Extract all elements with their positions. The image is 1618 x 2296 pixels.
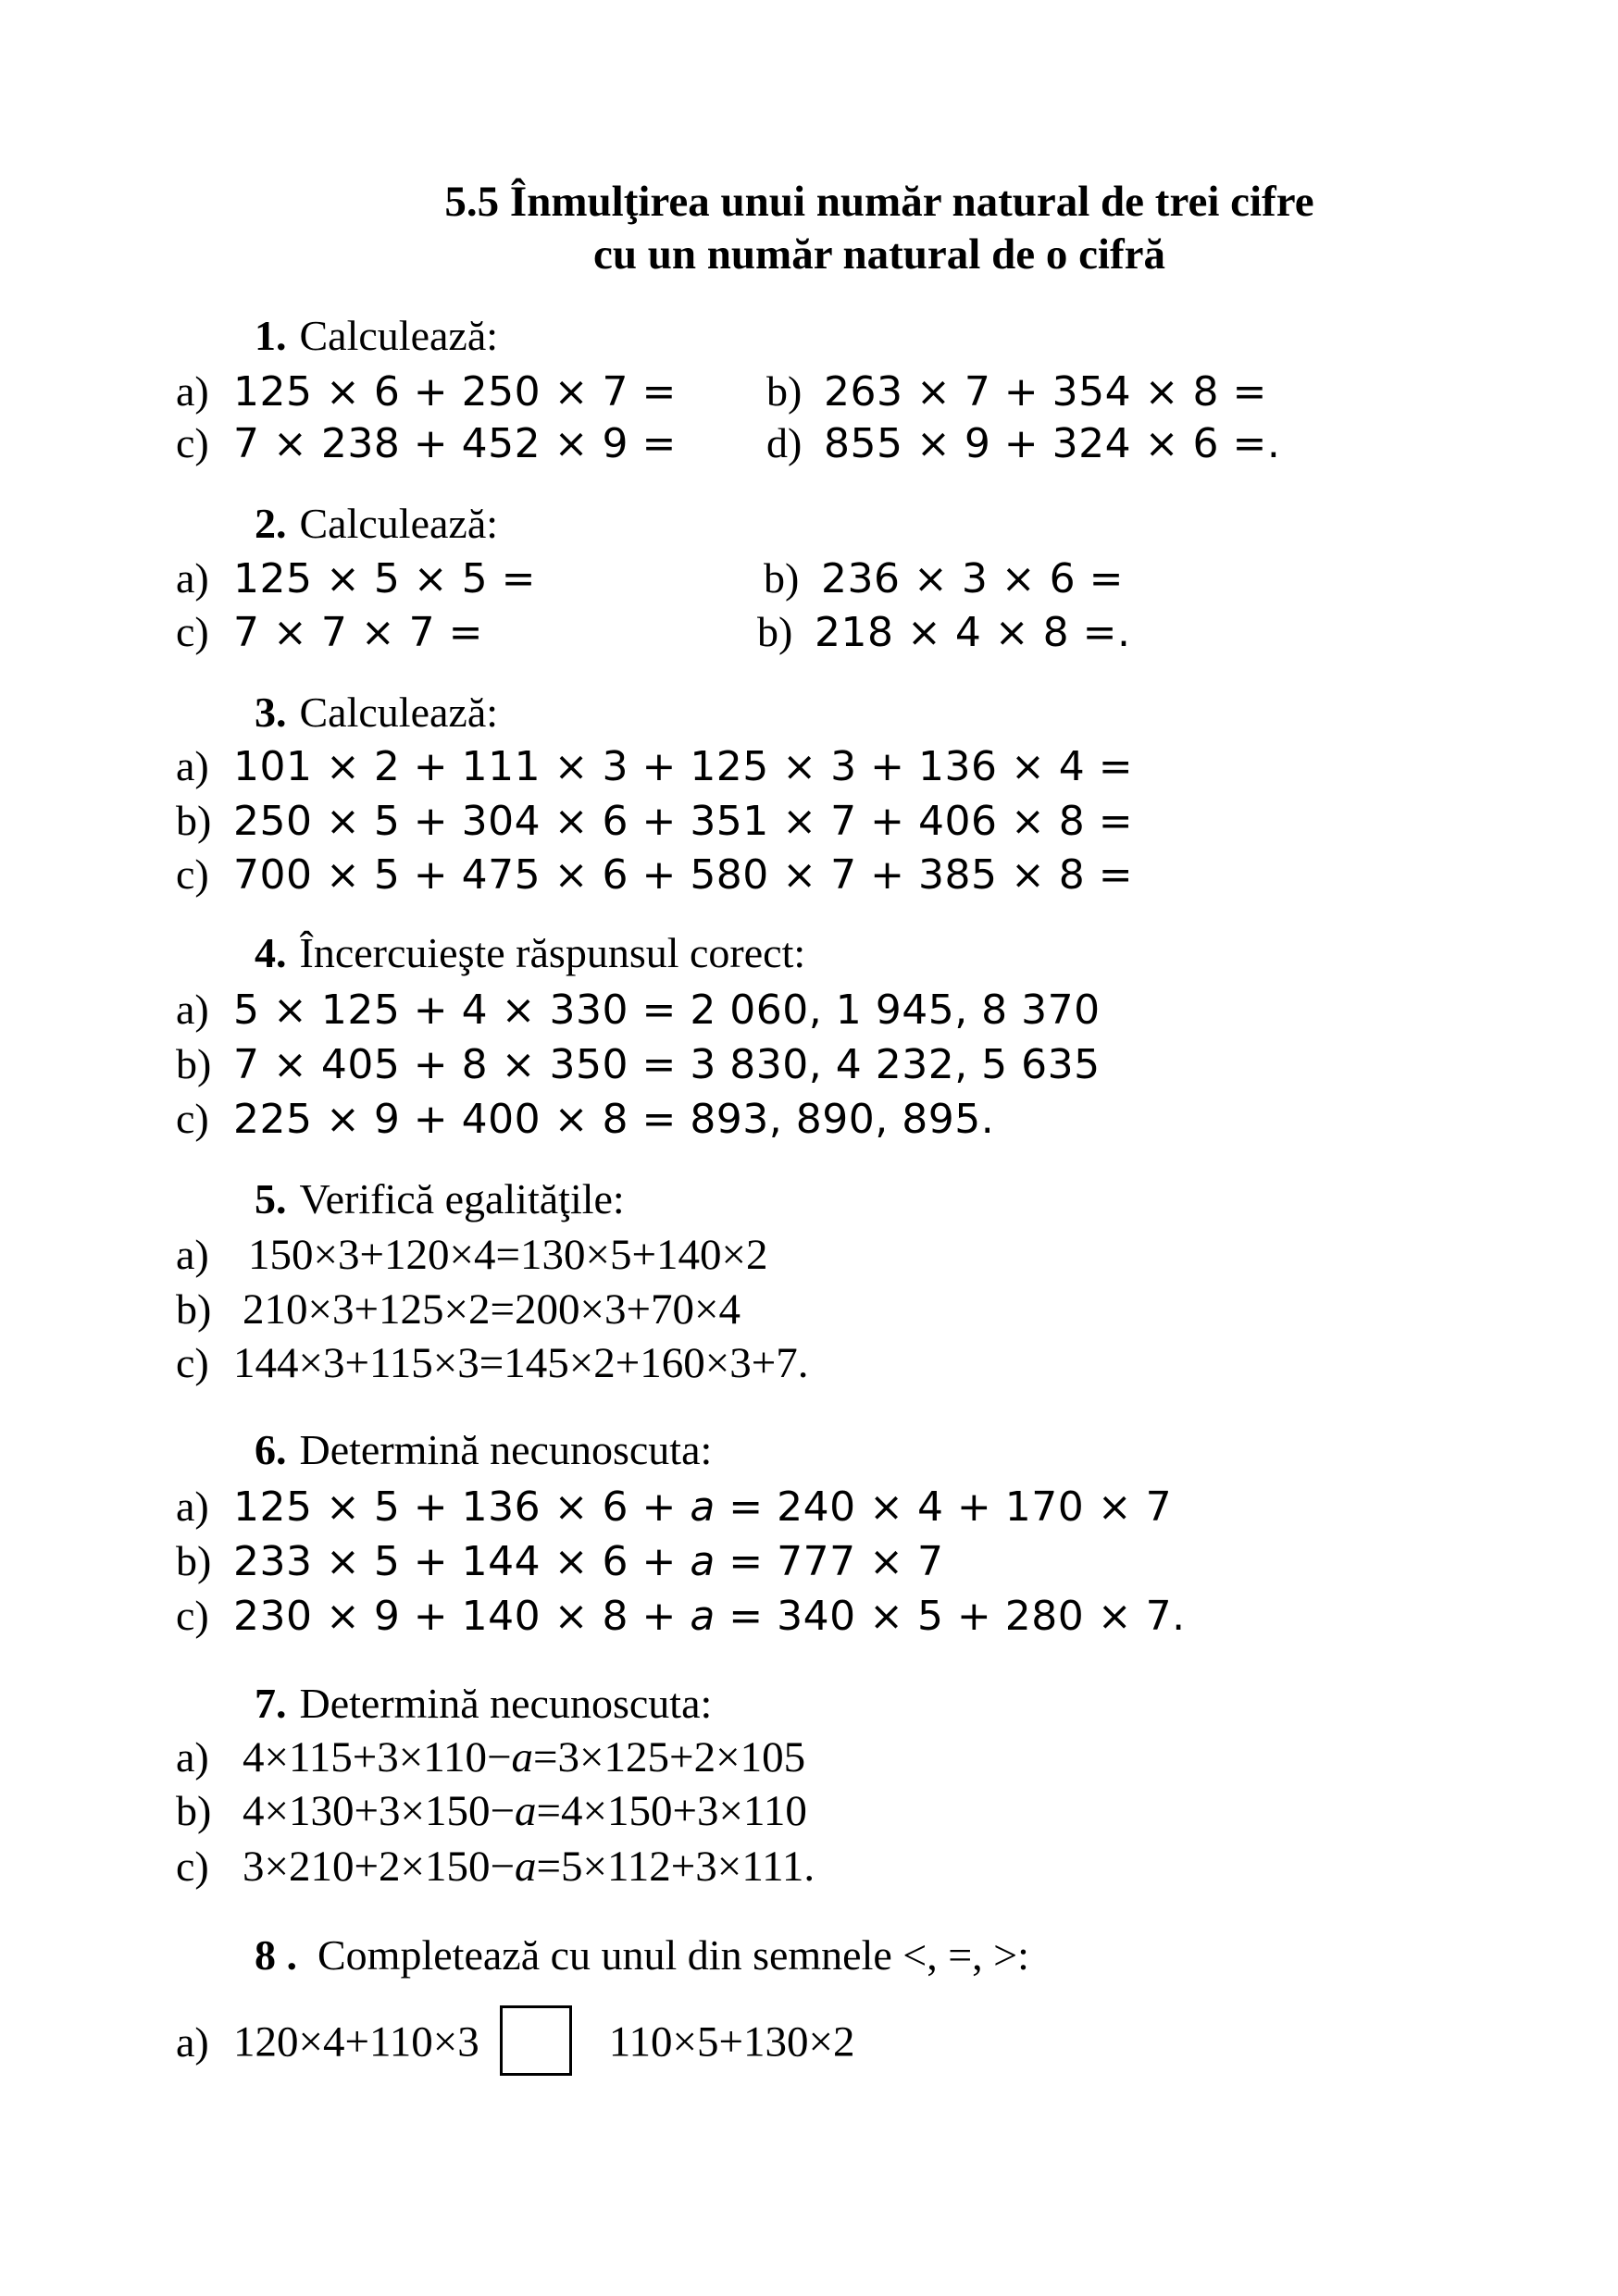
item-expression: 7 × 7 × 7 = <box>233 609 484 656</box>
exercise-instruction: Încercuieşte răspunsul corect: <box>299 929 806 976</box>
exercise-7-item-a <box>176 1733 806 1781</box>
item-expression: 101 × 2 + 111 × 3 + 125 × 3 + 136 × 4 = <box>233 743 1134 790</box>
exercise-4-item-a <box>176 986 1101 1034</box>
item-expression-right: 110×5+130×2 <box>608 2017 855 2066</box>
item-label: b) <box>176 1537 212 1584</box>
exercise-3-item-b <box>176 797 1134 845</box>
exercise-number: 6. <box>255 1426 287 1473</box>
exercise-7-heading <box>255 1682 712 1725</box>
exercise-6-item-a <box>176 1483 1173 1531</box>
exercise-instruction: Determină necunoscuta: <box>299 1426 713 1473</box>
item-expression-left: 4×115+3×110− <box>243 1733 512 1781</box>
exercise-8-item-a <box>176 2011 855 2081</box>
item-label: a) <box>176 986 209 1033</box>
item-label: c) <box>176 419 209 466</box>
exercise-number: 1. <box>255 312 287 359</box>
unknown-variable: a <box>690 1538 716 1585</box>
exercise-number: 7. <box>255 1680 287 1727</box>
item-expression: 125 × 5 × 5 = <box>233 555 537 602</box>
unknown-variable: a <box>515 1843 537 1891</box>
item-label: d) <box>766 419 803 466</box>
item-label: a) <box>176 1483 209 1530</box>
exercise-3-item-c <box>176 850 1134 899</box>
item-label: a) <box>176 1733 209 1781</box>
item-expression: 7 × 405 + 8 × 350 = 3 830, 4 232, 5 635 <box>233 1041 1101 1088</box>
item-expression-right: =5×112+3×111. <box>536 1843 815 1891</box>
exercise-4-item-c <box>176 1095 995 1143</box>
item-expression-left: 3×210+2×150− <box>243 1843 516 1891</box>
item-label: b) <box>176 1787 212 1834</box>
exercise-instruction: Verifică egalităţile: <box>299 1175 625 1222</box>
exercise-2-item-b <box>764 554 1125 602</box>
item-expression: 125 × 6 + 250 × 7 = <box>233 368 677 416</box>
item-expression: 218 × 4 × 8 =. <box>815 609 1131 656</box>
exercise-number: 3. <box>255 689 287 736</box>
item-expression-right: =4×150+3×110 <box>536 1787 807 1835</box>
exercise-instruction: Calculează: <box>299 312 499 359</box>
item-label: b) <box>176 797 212 844</box>
exercise-5-item-c <box>176 1339 809 1387</box>
item-label: b) <box>766 367 803 415</box>
unknown-variable: a <box>690 1593 716 1640</box>
exercise-6-item-b <box>176 1537 944 1585</box>
page-title-line-2: cu un număr natural de o cifră <box>593 230 1165 279</box>
item-expression: 855 × 9 + 324 × 6 =. <box>824 420 1281 467</box>
item-expression: 144×3+115×3=145×2+160×3+7. <box>233 1339 809 1387</box>
item-expression: 263 × 7 + 354 × 8 = <box>824 368 1267 416</box>
item-label: a) <box>176 2017 209 2066</box>
unknown-variable: a <box>515 1787 537 1835</box>
item-expression-left: 230 × 9 + 140 × 8 + <box>233 1593 691 1640</box>
item-label: c) <box>176 1095 209 1142</box>
exercise-instruction: Determină necunoscuta: <box>299 1680 713 1727</box>
unknown-variable: a <box>511 1733 534 1781</box>
exercise-4-item-b <box>176 1040 1101 1088</box>
comparison-answer-box[interactable] <box>500 2005 572 2076</box>
item-expression: 150×3+120×4=130×5+140×2 <box>248 1231 768 1279</box>
exercise-1-heading <box>255 312 499 359</box>
item-label: c) <box>176 1339 209 1386</box>
unknown-variable: a <box>690 1483 716 1531</box>
item-label: a) <box>176 742 209 789</box>
item-label: c) <box>176 1592 209 1639</box>
exercise-8-heading <box>255 1931 1029 1979</box>
exercise-7-item-b <box>176 1787 807 1835</box>
item-label: c) <box>176 850 209 898</box>
item-expression: 225 × 9 + 400 × 8 = 893, 890, 895. <box>233 1096 995 1143</box>
exercise-instruction: Calculează: <box>299 500 499 547</box>
item-expression-left: 4×130+3×150− <box>243 1787 516 1835</box>
exercise-5-item-a <box>176 1231 768 1279</box>
item-expression-left: 125 × 5 + 136 × 6 + <box>233 1483 691 1531</box>
item-expression-right: = 240 × 4 + 170 × 7 <box>715 1483 1173 1531</box>
exercise-instruction: Completează cu unul din semnele <, =, >: <box>317 1931 1029 1979</box>
item-expression: 250 × 5 + 304 × 6 + 351 × 7 + 406 × 8 = <box>233 798 1134 845</box>
exercise-number: 5. <box>255 1175 287 1222</box>
item-expression: 236 × 3 × 6 = <box>821 555 1125 602</box>
exercise-7-item-c <box>176 1845 815 1889</box>
item-expression-right: = 340 × 5 + 280 × 7. <box>715 1593 1186 1640</box>
exercise-2-item-a <box>176 554 537 602</box>
exercise-5-item-b <box>176 1285 741 1334</box>
exercise-2-heading <box>255 500 499 547</box>
exercise-2-item-c <box>176 608 484 656</box>
exercise-3-item-a <box>176 742 1134 790</box>
exercise-6-heading <box>255 1426 713 1473</box>
page-title-line-1: 5.5 Înmulţirea unui număr natural de trei cifre <box>444 178 1314 226</box>
item-label: a) <box>176 1231 209 1278</box>
exercise-2-item-d <box>757 608 1131 656</box>
item-label: a) <box>176 554 209 602</box>
item-label: b) <box>757 608 793 655</box>
exercise-6-item-c <box>176 1592 1186 1640</box>
exercise-number: 4. <box>255 929 287 976</box>
item-expression-right: =3×125+2×105 <box>533 1733 806 1781</box>
item-expression: 700 × 5 + 475 × 6 + 580 × 7 + 385 × 8 = <box>233 851 1134 899</box>
item-expression: 5 × 125 + 4 × 330 = 2 060, 1 945, 8 370 <box>233 987 1101 1034</box>
item-label: b) <box>176 1285 212 1333</box>
item-label: c) <box>176 608 209 655</box>
exercise-number: 8 . <box>255 1931 297 1979</box>
item-expression-right: = 777 × 7 <box>715 1538 944 1585</box>
item-expression-left: 120×4+110×3 <box>233 2017 479 2066</box>
item-expression: 210×3+125×2=200×3+70×4 <box>243 1285 741 1334</box>
item-expression-left: 233 × 5 + 144 × 6 + <box>233 1538 691 1585</box>
exercise-number: 2. <box>255 500 287 547</box>
exercise-3-heading <box>255 691 498 734</box>
item-label: c) <box>176 1843 209 1890</box>
exercise-4-heading <box>255 929 806 976</box>
exercise-5-heading <box>255 1175 625 1222</box>
item-label: a) <box>176 367 209 415</box>
exercise-1-item-d <box>766 419 1281 467</box>
exercise-1-item-a <box>176 367 677 416</box>
exercise-1-item-c <box>176 419 677 467</box>
exercise-1-item-b <box>766 367 1267 416</box>
item-label: b) <box>764 554 800 602</box>
exercise-instruction: Calculează: <box>299 689 499 736</box>
item-label: b) <box>176 1040 212 1087</box>
item-expression: 7 × 238 + 452 × 9 = <box>233 420 677 467</box>
